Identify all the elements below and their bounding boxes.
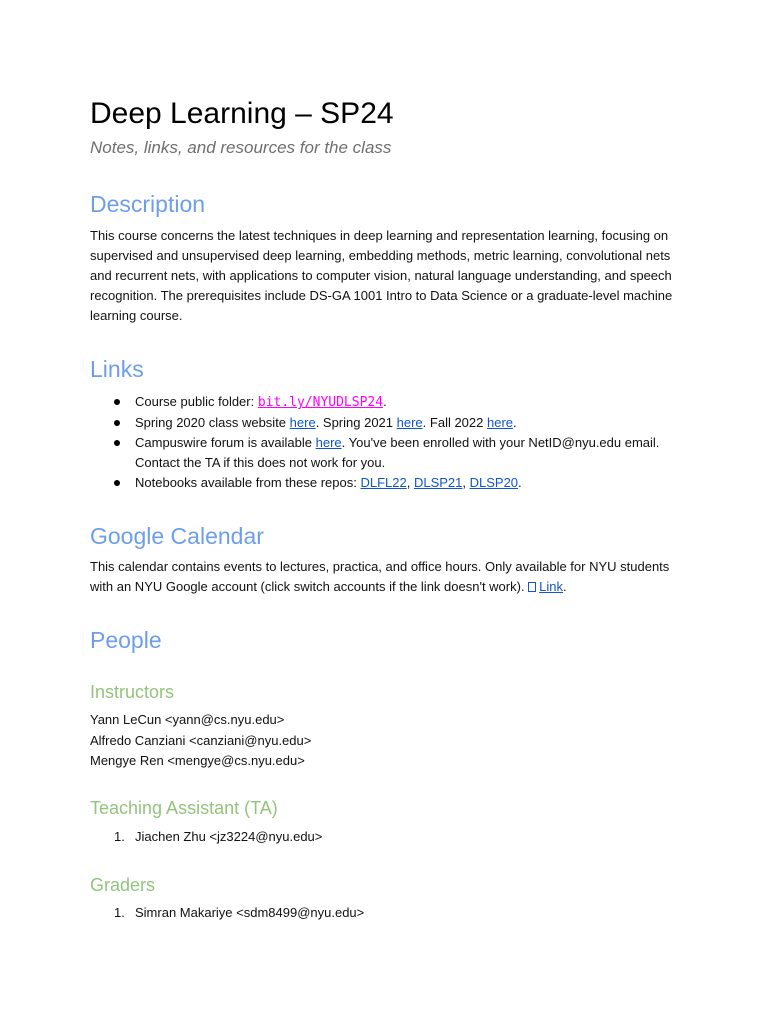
links-list [90, 392, 680, 493]
links-heading: Links [90, 356, 144, 382]
calendar-description: This calendar contains events to lectures, practica, and office hours. Only available for NYU students with an NYU Google account (click switch accounts if the link doesn't work). [90, 559, 670, 594]
page-title: Deep Learning – SP24 [90, 97, 394, 130]
bullet-icon [114, 420, 120, 426]
bullet-icon [114, 480, 120, 486]
list-item-text: . [513, 415, 517, 430]
list-item-text: . Spring 2021 [315, 415, 397, 430]
list-item-text: Campuswire forum is available [135, 435, 316, 450]
campuswire-link[interactable]: here [315, 435, 342, 450]
list-item-text: Spring 2020 class website [135, 415, 290, 430]
fall-2022-link[interactable]: here [487, 415, 514, 430]
list-item-text: , [406, 475, 414, 490]
course-folder-link[interactable]: bit.ly/NYUDLSP24 [257, 395, 384, 410]
dlsp20-link[interactable]: DLSP20 [469, 475, 519, 490]
spring-2020-website-link[interactable]: here [289, 415, 316, 430]
description-text: This course concerns the latest techniques in deep learning and representation learning, focusing on supervised and unsupervised deep learning, embedding methods, metric learning, convolutional nets and recurrent nets, with applications to computer vision, natural language understanding, and speech recognition. The prerequisites include DS-GA 1001 Intro to Data Science or a graduate-level machine learning course. [90, 228, 673, 323]
list-item [90, 433, 680, 473]
ta-list [90, 827, 322, 847]
calendar-suffix: . [563, 579, 567, 594]
list-item [90, 413, 680, 433]
list-item-text: . You've been enrolled with your NetID@nyu.edu email. Contact the TA if this does not work for you. [135, 435, 660, 470]
spring-2021-link[interactable]: here [396, 415, 423, 430]
calendar-link[interactable] [528, 579, 563, 594]
graders-heading: Graders [90, 875, 156, 895]
graders-list [90, 903, 364, 923]
list-item-text: Notebooks available from these repos: [135, 475, 361, 490]
bullet-icon [114, 440, 120, 446]
list-item [90, 392, 680, 413]
instructors-heading: Instructors [90, 682, 175, 702]
calendar-heading: Google Calendar [90, 523, 264, 549]
ta-heading: Teaching Assistant (TA) [90, 798, 278, 818]
list-item-text: . Fall 2022 [422, 415, 487, 430]
list-item [90, 903, 364, 923]
description-heading: Description [90, 191, 206, 217]
dlsp21-link[interactable]: DLSP21 [413, 475, 463, 490]
list-item [90, 827, 322, 847]
list-item [90, 473, 680, 493]
page-subtitle: Notes, links, and resources for the class [90, 138, 392, 157]
calendar-text [90, 557, 675, 597]
instructor-name: Mengye Ren <mengye@cs.nyu.edu> [90, 753, 305, 768]
calendar-link-label: Link [539, 579, 564, 594]
grader-name: Simran Makariye <sdm8499@nyu.edu> [135, 905, 365, 920]
bullet-icon [114, 399, 120, 405]
calendar-icon [528, 582, 536, 592]
list-item-text: Course public folder: [135, 394, 258, 409]
instructor-name: Alfredo Canziani <canziani@nyu.edu> [90, 732, 312, 748]
list-number: 1. [114, 829, 125, 844]
list-item-text: . [383, 394, 387, 409]
ta-name: Jiachen Zhu <jz3224@nyu.edu> [135, 829, 323, 844]
list-item-text: . [518, 475, 522, 490]
dlfl22-link[interactable]: DLFL22 [360, 475, 407, 490]
list-number: 1. [114, 905, 125, 920]
people-heading: People [90, 627, 162, 653]
instructor-name: Yann LeCun <yann@cs.nyu.edu> [90, 712, 285, 727]
list-item-text: , [462, 475, 470, 490]
